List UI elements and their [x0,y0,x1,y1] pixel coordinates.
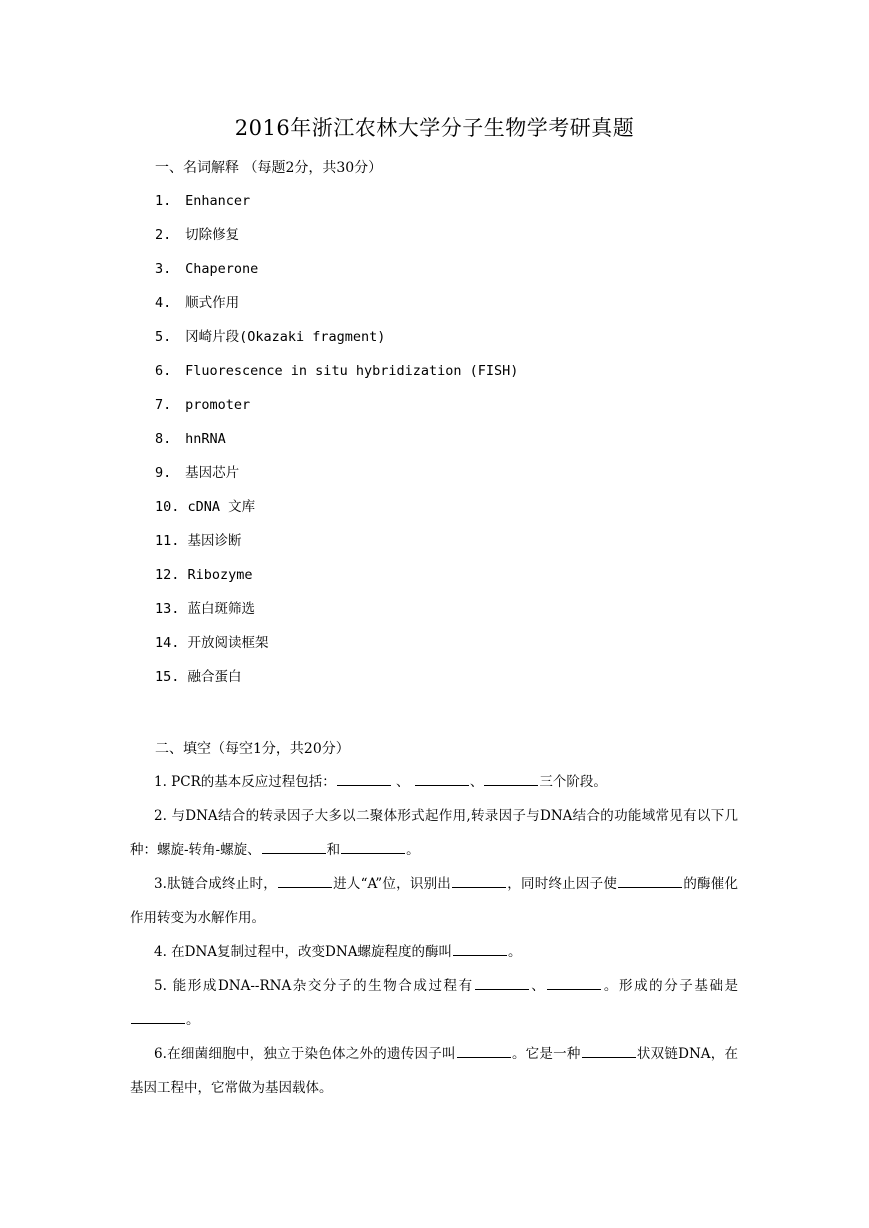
answer-blank [582,1043,636,1058]
list-item: 11. 基因诊断 [155,533,242,549]
answer-blank [415,771,469,786]
list-item: 9. 基因芯片 [155,465,240,481]
answer-blank [341,839,405,854]
section-1-heading: 一、名词解释 （每题2分，共30分） [155,160,383,176]
list-item: 10. cDNA 文库 [155,499,256,515]
question-4: 4. 在DNA复制过程中，改变DNA螺旋程度的酶叫 。 [130,935,738,969]
list-item: 5. 冈崎片段(Okazaki fragment) [155,329,386,345]
page-title: 2016年浙江农林大学分子生物学考研真题 [234,116,635,140]
fill-in-questions [130,765,738,1105]
question-1: 1. PCR的基本反应过程包括： 、 、 三个阶段。 [130,765,738,799]
answer-blank [262,839,326,854]
answer-blank [457,1043,511,1058]
term-list [155,190,518,700]
list-item: 6. Fluorescence in situ hybridization (FISH) [155,363,519,379]
list-item: 13. 蓝白斑筛选 [155,601,256,617]
answer-blank [547,975,601,990]
question-5: 5. 能形成DNA--RNA杂交分子的生物合成过程有 、 。形成的分子基础是。 [130,969,738,1037]
answer-blank [484,771,538,786]
list-item: 2. 切除修复 [155,227,240,243]
list-item: 7. promoter [155,397,251,413]
answer-blank [453,941,507,956]
answer-blank [618,873,682,888]
answer-blank [278,873,332,888]
list-item: 14. 开放阅读框架 [155,635,269,651]
list-item: 4. 顺式作用 [155,295,240,311]
question-6: 6.在细菌细胞中，独立于染色体之外的遗传因子叫 。它是一种 状双链DNA，在基因工程中，它常做为基因载体。 [130,1037,738,1105]
answer-blank [452,873,506,888]
answer-blank [337,771,391,786]
list-item: 8. hnRNA [155,431,226,447]
list-item: 12. Ribozyme [155,567,253,583]
section-2-heading: 二、填空（每空1分，共20分） [155,741,350,757]
answer-blank [475,975,529,990]
answer-blank [131,1009,185,1024]
question-3: 3.肽链合成终止时， 进人“A”位，识别出 ，同时终止因子使 的酶催化作用转变为水解作用。 [130,867,738,935]
list-item: 15. 融合蛋白 [155,669,242,685]
list-item: 1. Enhancer [155,193,251,209]
list-item: 3. Chaperone [155,261,259,277]
question-2: 2. 与DNA结合的转录因子大多以二聚体形式起作用,转录因子与DNA结合的功能域常见有以下几种：螺旋-转角-螺旋、 和 。 [130,808,738,858]
